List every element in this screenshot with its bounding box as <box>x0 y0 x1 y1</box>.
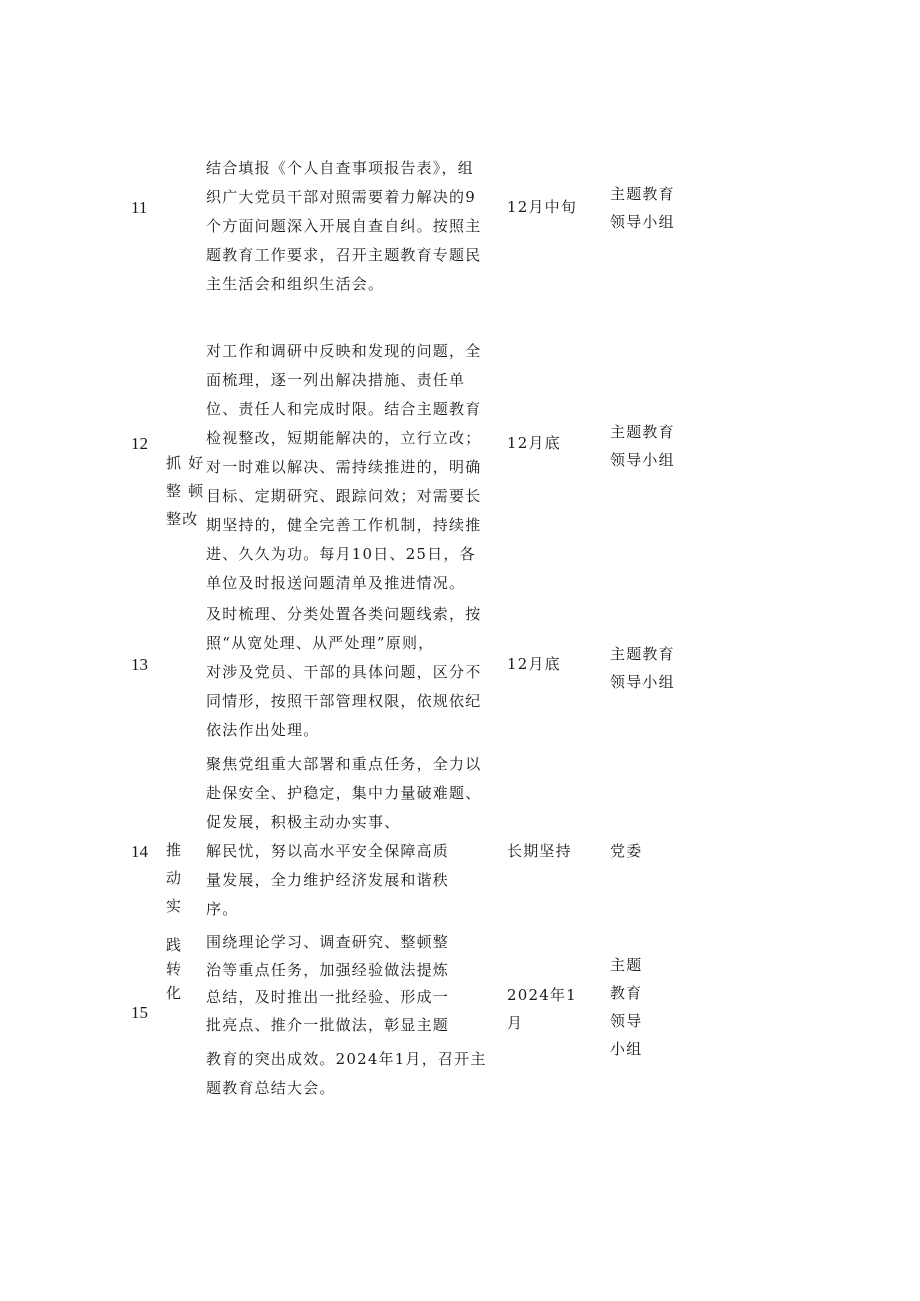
category-line: 践 <box>166 936 183 954</box>
row-owner <box>610 418 675 474</box>
category-line: 转 <box>166 960 183 978</box>
content-line: 期坚持的，健全完善工作机制，持续推 <box>206 516 482 534</box>
row-owner <box>610 640 675 696</box>
owner-line: 领导 <box>610 1012 643 1030</box>
content-line: 检视整改，短期能解决的，立行立改； <box>206 429 482 447</box>
content-line: 对涉及党员、干部的具体问题，区分不 <box>206 663 482 681</box>
content-line: 题教育工作要求，召开主题教育专题民 <box>206 246 482 264</box>
category-line: 动 <box>166 869 183 887</box>
category-line: 化 <box>166 984 183 1002</box>
row-content <box>206 600 481 745</box>
content-line: 促发展，积极主动办实事、 <box>206 813 401 831</box>
owner-line: 小组 <box>610 1040 643 1058</box>
row-category <box>166 836 182 920</box>
content-line: 教育的突出成效。2024年1月，召开主 <box>206 1050 487 1068</box>
content-line: 照“从宽处理、从严处理”原则， <box>206 634 435 652</box>
row-time: 12月中旬 <box>507 198 578 216</box>
row-content-tail <box>206 1045 487 1103</box>
row-number: 11 <box>131 198 148 217</box>
owner-line: 领导小组 <box>610 673 675 691</box>
owner-line: 主题 <box>610 956 643 974</box>
content-line: 量发展，全力维护经济发展和谐秩 <box>206 871 450 889</box>
row-time: 12月底 <box>507 655 561 673</box>
content-line: 聚焦党组重大部署和重点任务，全力以 <box>206 755 482 773</box>
category-line: 整改 <box>166 510 199 528</box>
content-line: 位、责任人和完成时限。结合主题教育 <box>206 400 482 418</box>
content-line: 依法作出处理。 <box>206 721 320 739</box>
content-line: 批亮点、推介一批做法，彰显主题 <box>206 1015 450 1034</box>
owner-line: 领导小组 <box>610 451 675 469</box>
content-line: 同情形，按照干部管理权限，依规依纪 <box>206 692 482 710</box>
content-line: 解民忧，努以高水平安全保障高质 <box>206 842 450 860</box>
row-number: 14 <box>131 842 148 861</box>
time-line: 月 <box>507 1014 524 1032</box>
row-number: 15 <box>131 1003 148 1022</box>
content-line: 对一时难以解决、需持续推进的，明确 <box>206 458 482 476</box>
content-line: 治等重点任务，加强经验做法提炼 <box>206 960 450 979</box>
time-line: 2024年1 <box>507 986 577 1004</box>
category-line: 实 <box>166 897 183 915</box>
category-line: 抓 好 <box>166 454 205 472</box>
category-line: 整 顿 <box>166 482 205 500</box>
content-line: 织广大党员干部对照需要着力解决的9 <box>206 188 476 206</box>
content-line: 对工作和调研中反映和发现的问题，全 <box>206 342 482 360</box>
content-line: 目标、定期研究、跟踪问效；对需要长 <box>206 487 482 505</box>
row-owner: 党委 <box>610 842 643 860</box>
row-category <box>166 449 204 533</box>
category-line: 推 <box>166 841 183 859</box>
row-category <box>166 933 182 1005</box>
row-content <box>206 750 481 924</box>
owner-line: 主题教育 <box>610 185 675 203</box>
row-content <box>206 929 449 1039</box>
content-line: 题教育总结大会。 <box>206 1079 336 1097</box>
row-number: 13 <box>131 655 148 674</box>
row-content <box>206 337 481 598</box>
content-line: 及时梳理、分类处置各类问题线索，按 <box>206 605 482 623</box>
content-line: 总结，及时推出一批经验、形成一 <box>206 988 450 1006</box>
row-owner <box>610 951 642 1063</box>
content-line: 单位及时报送问题清单及推进情况。 <box>206 574 466 592</box>
owner-line: 主题教育 <box>610 645 675 663</box>
owner-line: 教育 <box>610 984 643 1002</box>
content-line: 面梳理，逐一列出解决措施、责任单 <box>206 371 466 389</box>
content-line: 赴保安全、护稳定，集中力量破难题、 <box>206 784 482 802</box>
content-line: 个方面问题深入开展自查自纠。按照主 <box>206 217 482 235</box>
content-line: 结合填报《个人自查事项报告表》，组 <box>206 159 474 177</box>
row-time: 长期坚持 <box>507 842 572 860</box>
row-owner <box>610 180 675 236</box>
content-line: 主生活会和组织生活会。 <box>206 275 385 293</box>
row-content <box>206 154 481 299</box>
row-number: 12 <box>131 434 148 453</box>
owner-line: 主题教育 <box>610 423 675 441</box>
owner-line: 领导小组 <box>610 213 675 231</box>
content-line: 序。 <box>206 900 239 918</box>
content-line: 进、久久为功。每月10日、25日，各 <box>206 545 476 563</box>
content-line: 围绕理论学习、调查研究、整顿整 <box>206 933 450 951</box>
row-time: 12月底 <box>507 434 561 452</box>
row-time <box>507 981 577 1037</box>
